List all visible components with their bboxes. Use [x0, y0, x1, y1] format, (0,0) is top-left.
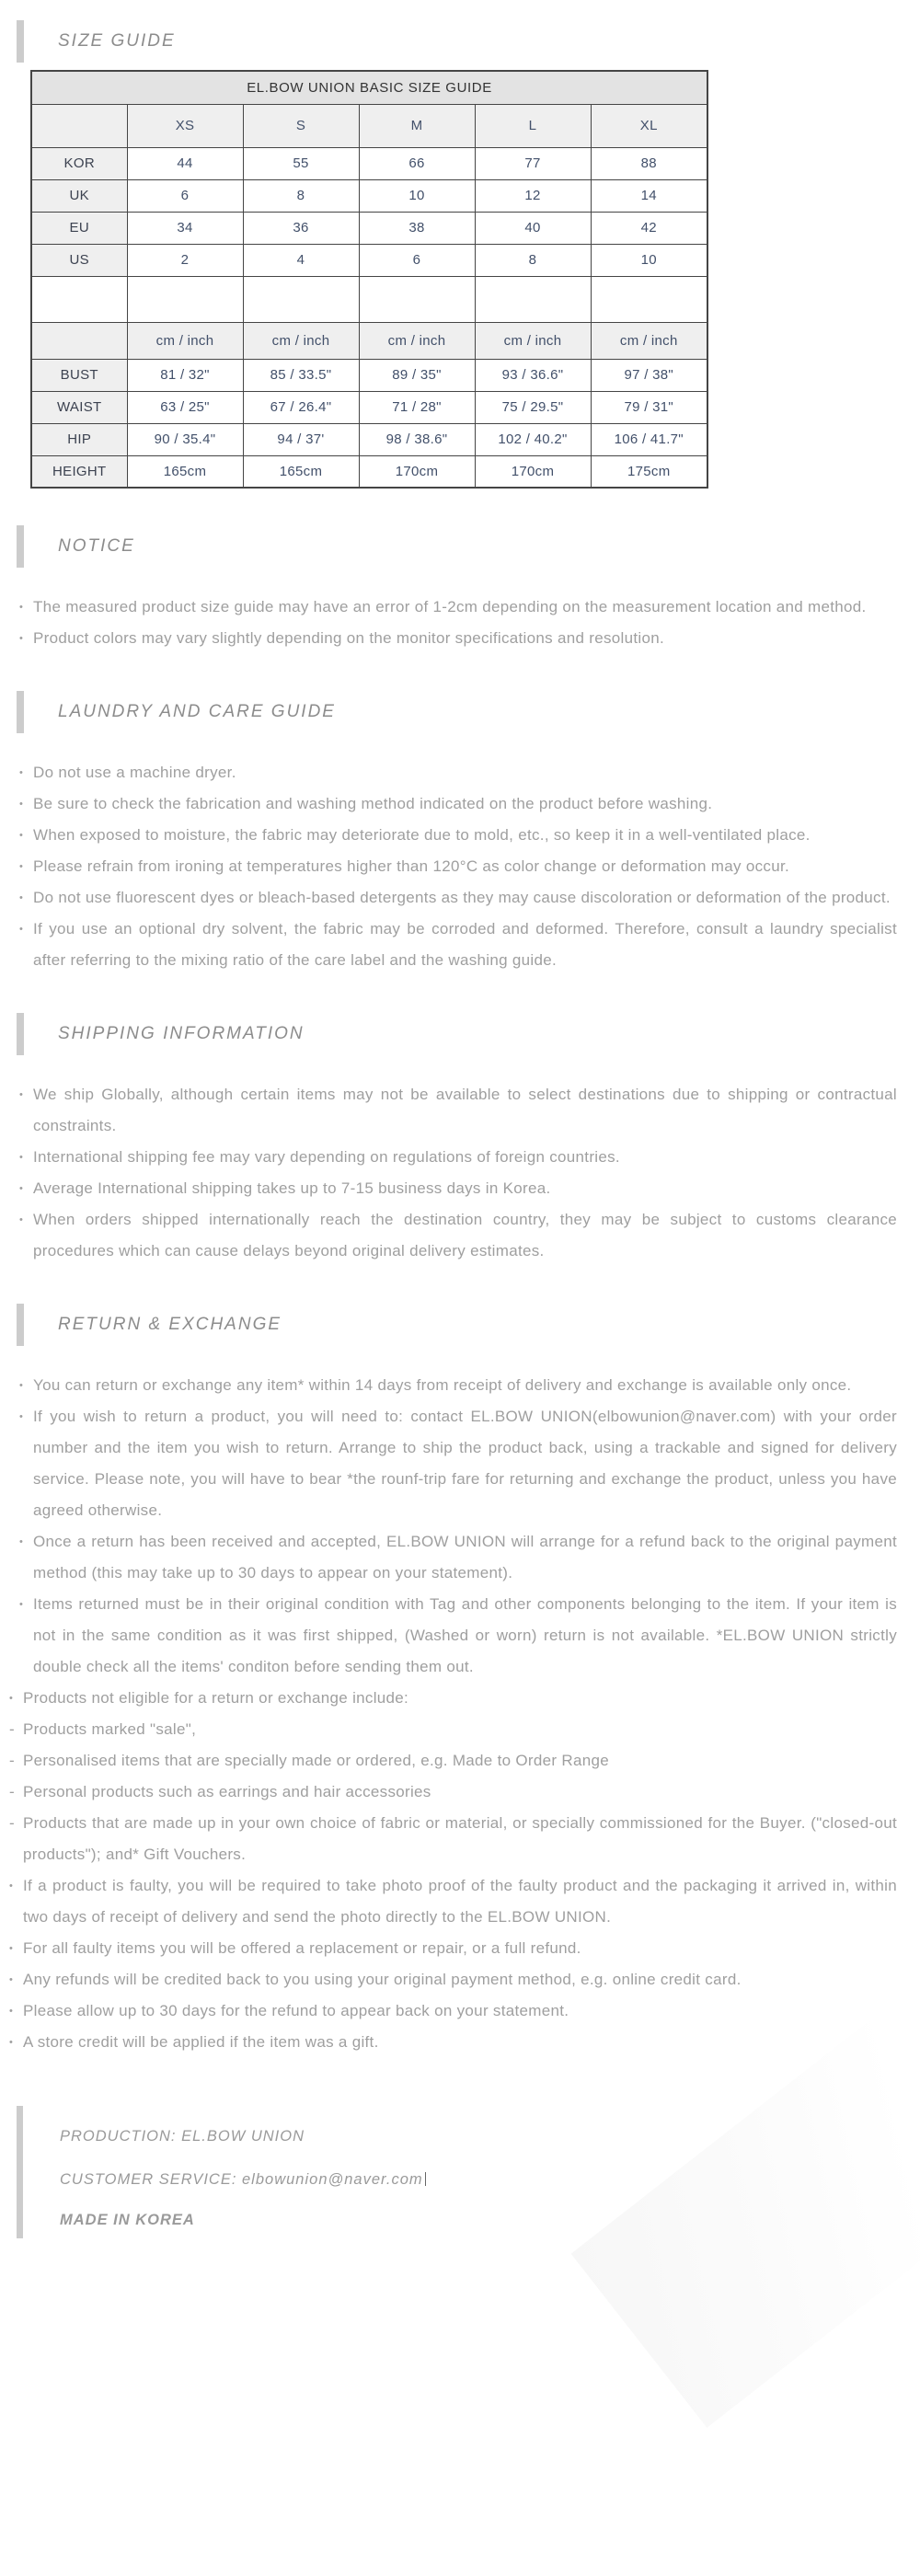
bullet-marker: •	[19, 924, 24, 935]
list-item-text: Personalised items that are specially made or ordered, e.g. Made to Order Range	[23, 1752, 609, 1769]
size-column-header: L	[475, 104, 591, 147]
size-guide-section	[0, 20, 920, 489]
size-column-header: M	[359, 104, 475, 147]
value-cell: 90 / 35.4"	[127, 423, 243, 455]
list-item	[19, 757, 897, 788]
value-cell: 98 / 38.6"	[359, 423, 475, 455]
row-label-cell	[31, 276, 127, 322]
list-item-text: Once a return has been received and accepted, EL.BOW UNION will arrange for a refund back to the original payment method (this may take up to 30 days to appear on your statement).	[33, 1533, 897, 1581]
row-label-cell: US	[31, 244, 127, 276]
made-in-line: MADE IN KOREA	[60, 2212, 195, 2228]
value-cell	[591, 276, 707, 322]
size-guide-title: SIZE GUIDE	[58, 31, 176, 51]
bullet-marker: •	[9, 2037, 14, 2048]
value-cell: 77	[475, 147, 591, 179]
bullet-marker: •	[19, 1089, 24, 1100]
section-heading	[17, 1304, 920, 1346]
list-item	[9, 1964, 897, 1995]
list-item-text: If you wish to return a product, you will need to: contact EL.BOW UNION(elbowunion@naver.com) with your order number and the item you wish to return. Arrange to ship the product back, using a trackable and signed for delivery service. Please note, you will have to bear *the rounf-trip fare for returning and exchange the product, unless you have agreed otherwise.	[33, 1408, 897, 1519]
row-label-cell	[31, 322, 127, 359]
value-cell: 81 / 32"	[127, 359, 243, 391]
bullet-marker: •	[19, 1599, 24, 1610]
value-cell: 94 / 37'	[243, 423, 359, 455]
row-label-cell: EU	[31, 212, 127, 244]
value-cell: 106 / 41.7"	[591, 423, 707, 455]
customer-service-text: CUSTOMER SERVICE: elbowunion@naver.com	[60, 2171, 423, 2188]
size-column-header: XL	[591, 104, 707, 147]
bullet-marker: •	[9, 1974, 14, 1985]
value-cell: cm / inch	[591, 322, 707, 359]
value-cell: 10	[359, 179, 475, 212]
list-item	[19, 1370, 897, 1401]
value-cell: 36	[243, 212, 359, 244]
bullet-marker: •	[9, 2006, 14, 2017]
value-cell: 175cm	[591, 455, 707, 488]
bullet-marker: •	[19, 1152, 24, 1163]
value-cell: 14	[591, 179, 707, 212]
bullet-marker: -	[9, 1814, 15, 1832]
table-header-row	[31, 104, 707, 147]
list-item	[19, 1079, 897, 1142]
bullet-marker: •	[9, 1880, 14, 1892]
section-heading	[17, 1013, 920, 1055]
size-table-wrap	[30, 70, 920, 489]
list-item	[19, 788, 897, 820]
unit-row	[31, 322, 707, 359]
row-label-cell: UK	[31, 179, 127, 212]
footer-bar	[17, 2106, 23, 2238]
list-item	[9, 1870, 897, 1933]
bullet-marker: •	[19, 830, 24, 841]
value-cell: 67 / 26.4"	[243, 391, 359, 423]
bullet-marker: •	[19, 602, 24, 613]
bullet-marker: -	[9, 1720, 15, 1738]
table-row	[31, 179, 707, 212]
list-item-text: For all faulty items you will be offered a replacement or repair, or a full refund.	[23, 1939, 581, 1957]
table-row	[31, 212, 707, 244]
heading-bar	[17, 525, 24, 568]
list-item	[19, 914, 897, 976]
value-cell: 42	[591, 212, 707, 244]
value-cell: 165cm	[127, 455, 243, 488]
table-corner-cell	[31, 104, 127, 147]
list-item	[19, 820, 897, 851]
table-row	[31, 455, 707, 488]
list-item	[19, 1589, 897, 1683]
bullet-marker: •	[19, 1411, 24, 1422]
row-label-cell: WAIST	[31, 391, 127, 423]
bullet-marker: -	[9, 1752, 15, 1769]
value-cell	[359, 276, 475, 322]
value-cell	[475, 276, 591, 322]
value-cell: 66	[359, 147, 475, 179]
list-item	[19, 592, 897, 623]
list-item-text: Do not use fluorescent dyes or bleach-based detergents as they may cause discoloration or deformation of the product.	[33, 889, 891, 906]
section-heading	[17, 525, 920, 568]
value-cell: 6	[359, 244, 475, 276]
size-column-header: S	[243, 104, 359, 147]
list-item	[19, 623, 897, 654]
list-item	[19, 851, 897, 882]
list-item-text: You can return or exchange any item* within 14 days from receipt of delivery and exchange is available only once.	[33, 1376, 852, 1394]
list-item-text: Be sure to check the fabrication and washing method indicated on the product before washing.	[33, 795, 713, 812]
spacer-row	[31, 276, 707, 322]
table-row	[31, 391, 707, 423]
value-cell: 8	[475, 244, 591, 276]
list-item	[19, 1142, 897, 1173]
bullet-marker: •	[19, 892, 24, 903]
shipping-title: SHIPPING INFORMATION	[58, 1024, 305, 1043]
list-item	[9, 1683, 897, 1714]
row-label-cell: HEIGHT	[31, 455, 127, 488]
row-label-cell: BUST	[31, 359, 127, 391]
list-item-text: Any refunds will be credited back to you using your original payment method, e.g. online credit card.	[23, 1971, 742, 1988]
value-cell: 71 / 28"	[359, 391, 475, 423]
size-column-header: XS	[127, 104, 243, 147]
list-item	[9, 1777, 897, 1808]
list-item-text: Please allow up to 30 days for the refund to appear back on your statement.	[23, 2002, 569, 2019]
list-item	[9, 2027, 897, 2058]
value-cell: 97 / 38"	[591, 359, 707, 391]
laundry-section	[0, 691, 920, 976]
value-cell: 85 / 33.5"	[243, 359, 359, 391]
production-footer	[17, 2106, 920, 2238]
value-cell: cm / inch	[475, 322, 591, 359]
value-cell: 88	[591, 147, 707, 179]
list-item	[19, 1401, 897, 1526]
value-cell: 40	[475, 212, 591, 244]
value-cell: 165cm	[243, 455, 359, 488]
bullet-marker: •	[19, 1183, 24, 1194]
list-item-text: Products not eligible for a return or exchange include:	[23, 1689, 409, 1707]
list-item-text: A store credit will be applied if the item was a gift.	[23, 2033, 379, 2051]
bullet-marker: •	[19, 799, 24, 810]
value-cell	[243, 276, 359, 322]
list-item	[19, 1173, 897, 1204]
list-item-text: Products marked "sale",	[23, 1720, 197, 1738]
heading-bar	[17, 1304, 24, 1346]
heading-bar	[17, 20, 24, 63]
list-item	[9, 1995, 897, 2027]
shipping-section	[0, 1013, 920, 1267]
list-item-text: Please refrain from ironing at temperatures higher than 120°C as color change or deformation may occur.	[33, 857, 789, 875]
value-cell: 38	[359, 212, 475, 244]
value-cell: 63 / 25"	[127, 391, 243, 423]
bullet-marker: •	[19, 767, 24, 778]
list-item-text: If you use an optional dry solvent, the fabric may be corroded and deformed. Therefore, consult a laundry specialist after referring to the mixing ratio of the care label and the washing guide.	[33, 920, 897, 969]
notice-section	[0, 525, 920, 654]
value-cell: cm / inch	[127, 322, 243, 359]
list-item	[9, 1808, 897, 1870]
return-exchange-title: RETURN & EXCHANGE	[58, 1315, 282, 1334]
bullet-marker: •	[19, 633, 24, 644]
table-row	[31, 423, 707, 455]
shipping-list	[19, 1079, 897, 1267]
size-guide-table	[30, 70, 708, 489]
list-item-text: If a product is faulty, you will be required to take photo proof of the faulty product and the packaging it arrived in, within two days of receipt of delivery and send the photo directly to the EL.BOW UNION.	[23, 1877, 897, 1926]
value-cell: 8	[243, 179, 359, 212]
value-cell: 6	[127, 179, 243, 212]
row-label-cell: KOR	[31, 147, 127, 179]
production-line: PRODUCTION: EL.BOW UNION	[60, 2128, 305, 2145]
row-label-cell: HIP	[31, 423, 127, 455]
value-cell: 170cm	[359, 455, 475, 488]
list-item-text: International shipping fee may vary depending on regulations of foreign countries.	[33, 1148, 620, 1166]
heading-bar	[17, 1013, 24, 1055]
value-cell: 89 / 35"	[359, 359, 475, 391]
return-exchange-section	[0, 1304, 920, 2058]
list-item	[19, 1204, 897, 1267]
table-row	[31, 147, 707, 179]
notice-title: NOTICE	[58, 536, 135, 556]
list-item-text: Average International shipping takes up to 7-15 business days in Korea.	[33, 1179, 551, 1197]
value-cell: 4	[243, 244, 359, 276]
list-item-text: Items returned must be in their original condition with Tag and other components belonging to the item. If your item is not in the same condition as it was first shipped, (Washed or worn) return is not available. *EL.BOW UNION strictly double check all the items' conditon before sending them out.	[33, 1595, 897, 1675]
bullet-marker: •	[19, 1536, 24, 1547]
value-cell: 93 / 36.6"	[475, 359, 591, 391]
table-title: EL.BOW UNION BASIC SIZE GUIDE	[31, 71, 707, 104]
list-item-text: Personal products such as earrings and hair accessories	[23, 1783, 431, 1800]
value-cell: 170cm	[475, 455, 591, 488]
list-item-text: Do not use a machine dryer.	[33, 764, 236, 781]
value-cell: 55	[243, 147, 359, 179]
list-item	[9, 1933, 897, 1964]
value-cell: 79 / 31"	[591, 391, 707, 423]
list-item-text: Products that are made up in your own choice of fabric or material, or specially commissioned for the Buyer. ("closed-out products"); and* Gift Vouchers.	[23, 1814, 897, 1863]
value-cell: 34	[127, 212, 243, 244]
notice-list	[19, 592, 897, 654]
value-cell: cm / inch	[359, 322, 475, 359]
list-item-text: When exposed to moisture, the fabric may deteriorate due to mold, etc., so keep it in a well-ventilated place.	[33, 826, 811, 844]
customer-service-line	[60, 2158, 426, 2202]
value-cell: 2	[127, 244, 243, 276]
value-cell: cm / inch	[243, 322, 359, 359]
list-item	[19, 1526, 897, 1589]
list-item-text: We ship Globally, although certain items may not be available to select destinations due to shipping or contractual constraints.	[33, 1086, 897, 1134]
table-row	[31, 359, 707, 391]
section-heading	[17, 691, 920, 733]
list-item	[9, 1745, 897, 1777]
value-cell: 102 / 40.2"	[475, 423, 591, 455]
bullet-marker: •	[9, 1943, 14, 1954]
laundry-title: LAUNDRY AND CARE GUIDE	[58, 702, 336, 721]
value-cell: 75 / 29.5"	[475, 391, 591, 423]
value-cell: 12	[475, 179, 591, 212]
value-cell	[127, 276, 243, 322]
bullet-marker: -	[9, 1783, 15, 1800]
bullet-marker: •	[19, 1214, 24, 1225]
text-caret	[425, 2172, 426, 2186]
return-exchange-list	[9, 1370, 897, 2058]
bullet-marker: •	[19, 861, 24, 872]
list-item-text: The measured product size guide may have an error of 1-2cm depending on the measurement location and method.	[33, 598, 867, 615]
bullet-marker: •	[9, 1693, 14, 1704]
footer-lines	[60, 2106, 426, 2238]
value-cell: 10	[591, 244, 707, 276]
heading-bar	[17, 691, 24, 733]
list-item-text: Product colors may vary slightly depending on the monitor specifications and resolution.	[33, 629, 664, 647]
list-item	[19, 882, 897, 914]
laundry-list	[19, 757, 897, 976]
table-row	[31, 244, 707, 276]
section-heading	[17, 20, 920, 63]
value-cell: 44	[127, 147, 243, 179]
list-item	[9, 1714, 897, 1745]
bullet-marker: •	[19, 1380, 24, 1391]
list-item-text: When orders shipped internationally reach the destination country, they may be subject to customs clearance procedures which can cause delays beyond original delivery estimates.	[33, 1211, 897, 1259]
